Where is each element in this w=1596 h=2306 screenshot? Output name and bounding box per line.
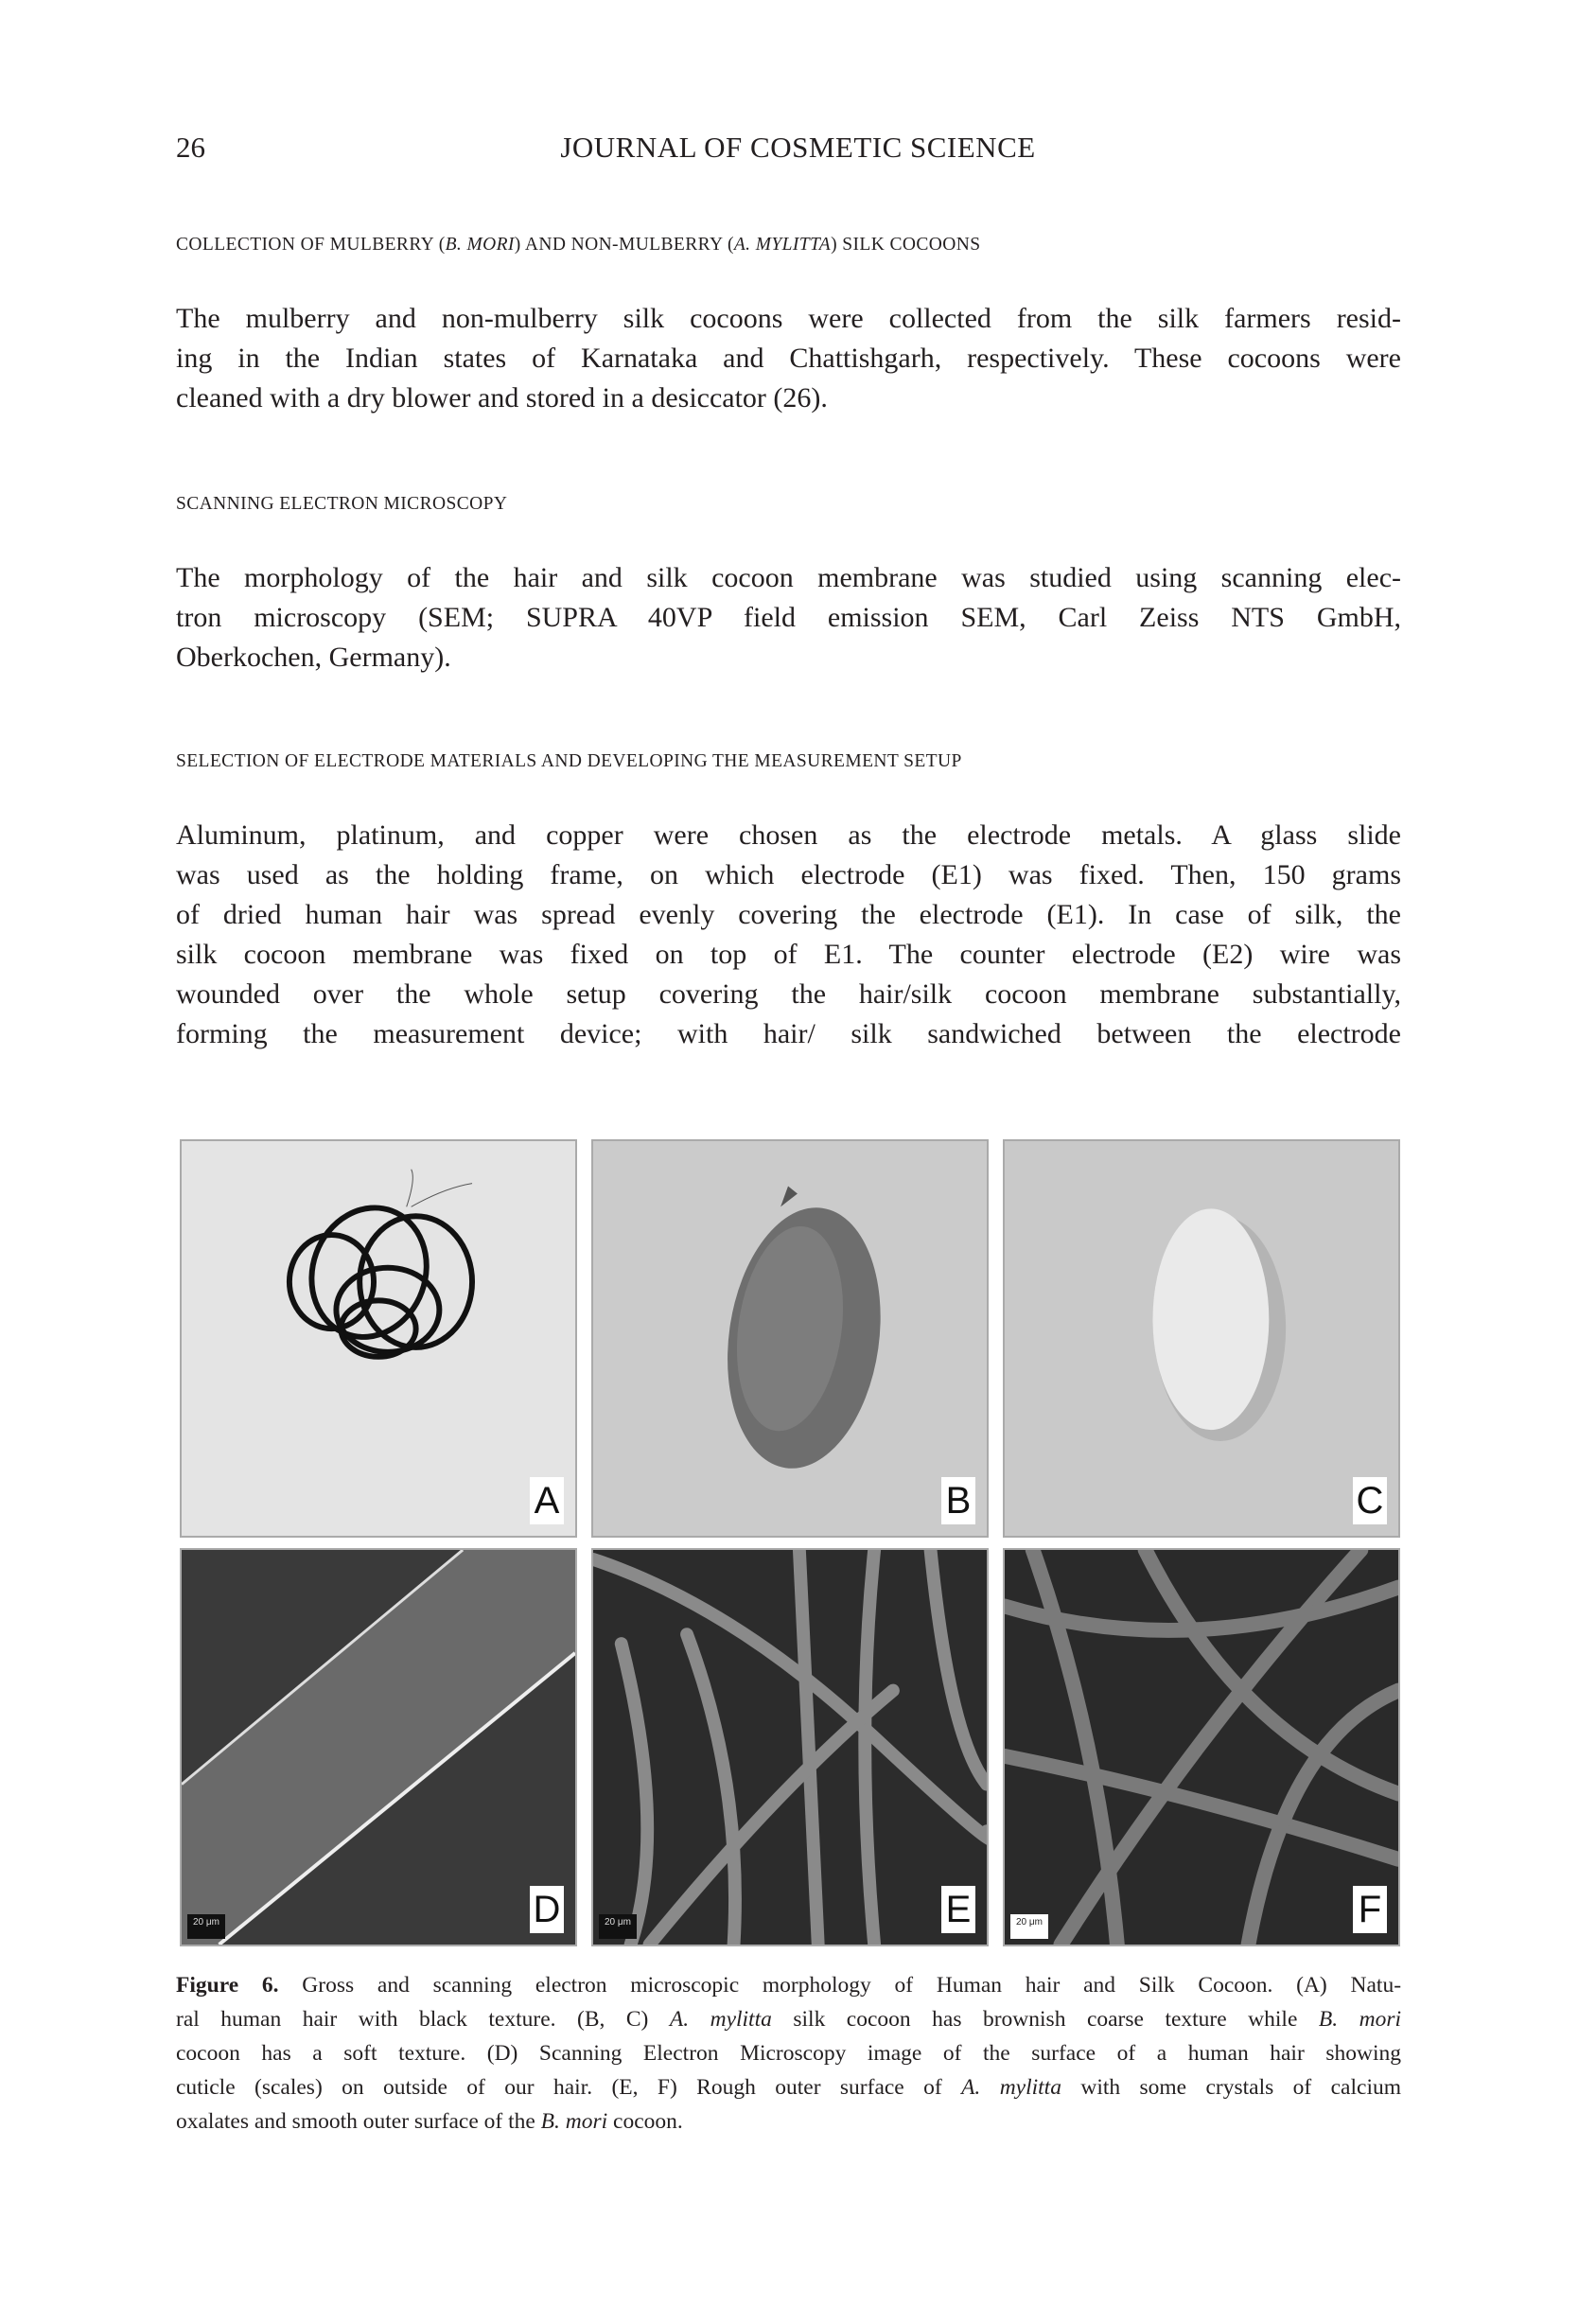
panel-label: B	[941, 1477, 975, 1524]
section-heading-electrode: SELECTION OF ELECTRODE MATERIALS AND DEVELOPING THE MEASUREMENT SETUP	[176, 751, 962, 771]
sem-image	[593, 1550, 987, 1945]
heading-part: B. MORI	[445, 235, 515, 255]
caption-text: cuticle (scales) on outside of our hair. (E, F) Rough outer surface of	[176, 2075, 962, 2100]
panel-label: E	[941, 1886, 975, 1933]
caption-line: cocoon has a soft texture. (D) Scanning Electron Microscopy image of the surface of a human hair showing	[176, 2041, 1401, 2066]
caption-label: Figure 6.	[176, 1973, 279, 1998]
caption-text: A. mylitta	[961, 2075, 1061, 2100]
text-line: tron microscopy (SEM; SUPRA 40VP field emission SEM, Carl Zeiss NTS GmbH,	[176, 602, 1401, 633]
text-line: Oberkochen, Germany).	[176, 642, 451, 673]
text-line: ing in the Indian states of Karnataka and Chattishgarh, respectively. These cocoons were	[176, 343, 1401, 374]
caption-text: B. mori	[1318, 2007, 1402, 2032]
caption-text: ral human hair with black texture. (B, C)	[176, 2007, 670, 2032]
caption-text: cocoon.	[607, 2109, 683, 2134]
cocoon-photo	[593, 1141, 987, 1536]
heading-part: A. MYLITTA	[733, 235, 832, 255]
section-heading-collection	[176, 235, 981, 255]
text-line: of dried human hair was spread evenly covering the electrode (E1). In case of silk, the	[176, 899, 1401, 930]
panel-f-mori-sem	[1003, 1548, 1400, 1946]
text-line: wounded over the whole setup covering the hair/silk cocoon membrane substantially,	[176, 978, 1401, 1010]
caption-text: with some crystals of calcium	[1061, 2075, 1401, 2100]
text-line: was used as the holding frame, on which electrode (E1) was fixed. Then, 150 grams	[176, 859, 1401, 890]
section-heading-sem: SCANNING ELECTRON MICROSCOPY	[176, 494, 508, 514]
panel-label: A	[530, 1477, 564, 1524]
text-line: silk cocoon membrane was fixed on top of E1. The counter electrode (E2) wire was	[176, 939, 1401, 970]
figure-6	[180, 1139, 1402, 1947]
caption-text: oxalates and smooth outer surface of the	[176, 2109, 541, 2134]
text-line: forming the measurement device; with hair/ silk sandwiched between the electrode	[176, 1018, 1401, 1049]
text-line: The mulberry and non-mulberry silk cocoons were collected from the silk farmers resid-	[176, 303, 1401, 334]
caption-line	[176, 2104, 1401, 2139]
caption-text: B. mori	[540, 2109, 608, 2134]
hair-photo	[182, 1141, 575, 1536]
sem-image	[1005, 1550, 1398, 1945]
panel-label: F	[1353, 1886, 1387, 1933]
heading-part: ) SILK COCOONS	[831, 235, 981, 255]
paragraph-sem	[176, 558, 1401, 678]
panel-c-mori-cocoon	[1003, 1139, 1400, 1538]
text-line: Aluminum, platinum, and copper were chosen as the electrode metals. A glass slide	[176, 819, 1401, 851]
panel-b-mylitta-cocoon	[591, 1139, 989, 1538]
caption-line	[176, 2002, 1401, 2036]
running-head: JOURNAL OF COSMETIC SCIENCE	[560, 131, 1036, 164]
paragraph-collection	[176, 299, 1401, 418]
panel-label: C	[1353, 1477, 1387, 1524]
scale-bar: 20 μm	[1010, 1914, 1048, 1939]
panel-d-hair-sem	[180, 1548, 577, 1946]
panel-e-mylitta-sem	[591, 1548, 989, 1946]
heading-part: ) AND NON-MULBERRY (	[514, 235, 734, 255]
text-line: cleaned with a dry blower and stored in a desiccator (26).	[176, 382, 828, 414]
text-line: The morphology of the hair and silk cocoon membrane was studied using scanning elec-	[176, 562, 1401, 593]
page-number: 26	[176, 131, 205, 164]
sem-image	[182, 1550, 575, 1945]
paragraph-electrode	[176, 816, 1401, 1054]
panel-label: D	[530, 1886, 564, 1933]
caption-text: A. mylitta	[669, 2007, 772, 2032]
caption-line	[176, 2070, 1401, 2104]
figure-caption	[176, 1968, 1401, 2139]
panel-a-human-hair	[180, 1139, 577, 1538]
cocoon-photo	[1005, 1141, 1398, 1536]
scale-bar: 20 μm	[187, 1914, 225, 1939]
heading-part: COLLECTION OF MULBERRY (	[176, 235, 446, 255]
scale-bar: 20 μm	[599, 1914, 637, 1939]
caption-text: Gross and scanning electron microscopic morphology of Human hair and Silk Cocoon. (A) Natu-	[302, 1973, 1402, 1998]
caption-line	[176, 1968, 1401, 2002]
caption-text: silk cocoon has brownish coarse texture while	[771, 2007, 1319, 2032]
